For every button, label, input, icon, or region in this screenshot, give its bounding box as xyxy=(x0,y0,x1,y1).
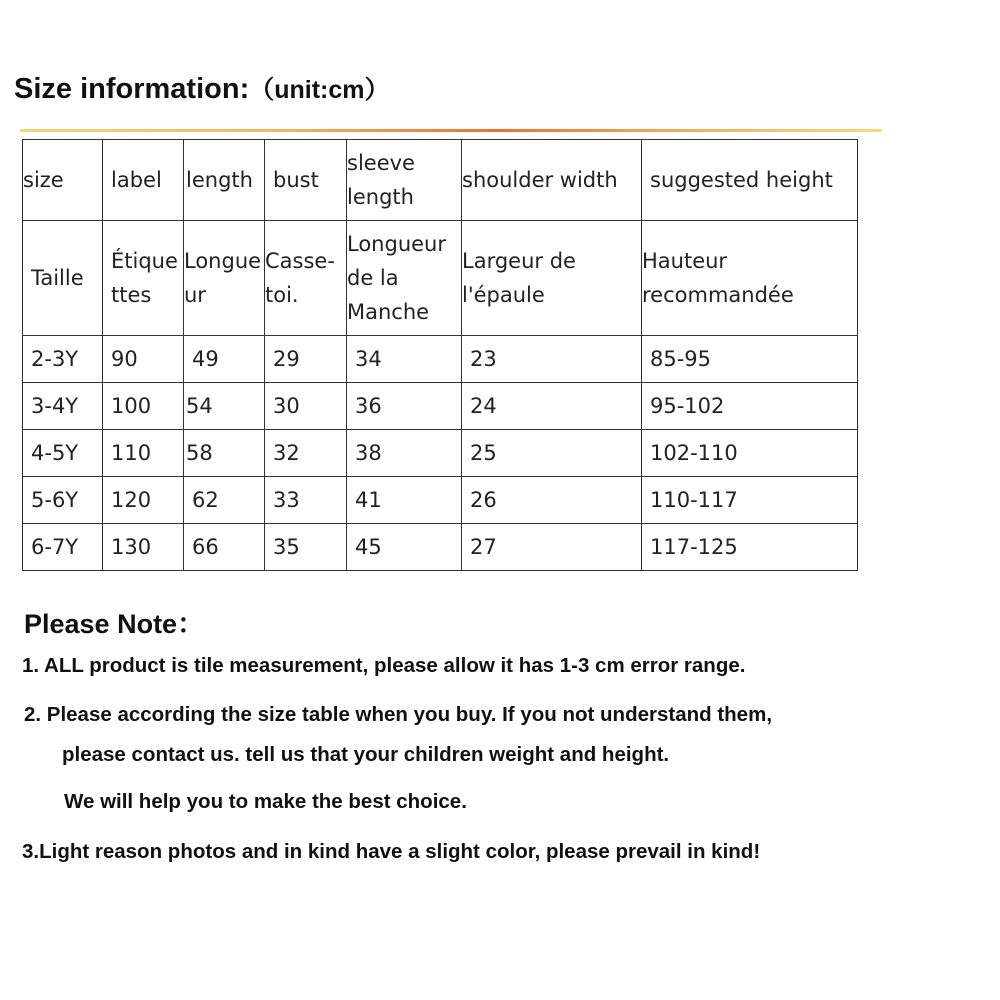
table-cell: 45 xyxy=(347,524,462,571)
table-cell: 49 xyxy=(184,336,265,383)
table-cell: 90 xyxy=(103,336,184,383)
table-cell: 41 xyxy=(347,477,462,524)
table-cell: 26 xyxy=(462,477,642,524)
size-table xyxy=(22,139,858,571)
table-cell: 102-110 xyxy=(642,430,858,477)
table-cell: 120 xyxy=(103,477,184,524)
table-cell: 3-4Y xyxy=(23,383,103,430)
table-cell: 30 xyxy=(265,383,347,430)
header-row-french xyxy=(23,221,858,336)
header-cell: Taille xyxy=(23,221,103,336)
note-line-2c: We will help you to make the best choice. xyxy=(64,790,467,813)
table-row xyxy=(23,477,858,524)
notes-title: Please Note： xyxy=(24,609,205,639)
title-unit: （unit:cm） xyxy=(249,76,390,104)
table-cell: 95-102 xyxy=(642,383,858,430)
table-cell: 66 xyxy=(184,524,265,571)
table-cell: 110-117 xyxy=(642,477,858,524)
note-line-2a: 2. Please according the size table when you buy. If you not understand them, xyxy=(24,703,773,726)
table-cell: 36 xyxy=(347,383,462,430)
table-row xyxy=(23,524,858,571)
table-cell: 33 xyxy=(265,477,347,524)
header-cell: Casse- toi. xyxy=(265,221,347,336)
table-cell: 24 xyxy=(462,383,642,430)
table-cell: 62 xyxy=(184,477,265,524)
table-cell: 23 xyxy=(462,336,642,383)
table-cell: 110 xyxy=(103,430,184,477)
table-cell: 100 xyxy=(103,383,184,430)
table-cell: 6-7Y xyxy=(23,524,103,571)
header-cell: shoulder width xyxy=(462,140,642,221)
table-cell: 85-95 xyxy=(642,336,858,383)
title-main: Size information: xyxy=(14,73,250,105)
table-cell: 27 xyxy=(462,524,642,571)
header-cell: Longueur de la Manche xyxy=(347,221,462,336)
header-cell: suggested height xyxy=(642,140,858,221)
table-cell: 54 xyxy=(184,383,265,430)
note-line-1: 1. ALL product is tile measurement, please allow it has 1-3 cm error range. xyxy=(22,654,746,677)
note-line-3: 3.Light reason photos and in kind have a slight color, please prevail in kind! xyxy=(22,840,761,863)
header-cell: Longueur xyxy=(184,221,265,336)
table-cell: 117-125 xyxy=(642,524,858,571)
table-cell: 2-3Y xyxy=(23,336,103,383)
header-cell: Étiquettes xyxy=(103,221,184,336)
note-line-2b: please contact us. tell us that your children weight and height. xyxy=(62,743,670,766)
gradient-divider xyxy=(20,129,882,132)
header-cell: label xyxy=(103,140,184,221)
table-cell: 5-6Y xyxy=(23,477,103,524)
header-cell: size xyxy=(23,140,103,221)
header-cell: length xyxy=(184,140,265,221)
table-cell: 25 xyxy=(462,430,642,477)
header-row-english xyxy=(23,140,858,221)
table-row xyxy=(23,383,858,430)
header-cell: bust xyxy=(265,140,347,221)
header-cell: Largeur de l'épaule xyxy=(462,221,642,336)
table-cell: 35 xyxy=(265,524,347,571)
table-cell: 29 xyxy=(265,336,347,383)
table-cell: 130 xyxy=(103,524,184,571)
table-cell: 34 xyxy=(347,336,462,383)
header-cell: sleeve length xyxy=(347,140,462,221)
table-cell: 38 xyxy=(347,430,462,477)
table-cell: 4-5Y xyxy=(23,430,103,477)
page-title xyxy=(14,70,390,106)
table-cell: 58 xyxy=(184,430,265,477)
table-cell: 32 xyxy=(265,430,347,477)
header-cell: Hauteur recommandée xyxy=(642,221,858,336)
table-row xyxy=(23,430,858,477)
table-row xyxy=(23,336,858,383)
